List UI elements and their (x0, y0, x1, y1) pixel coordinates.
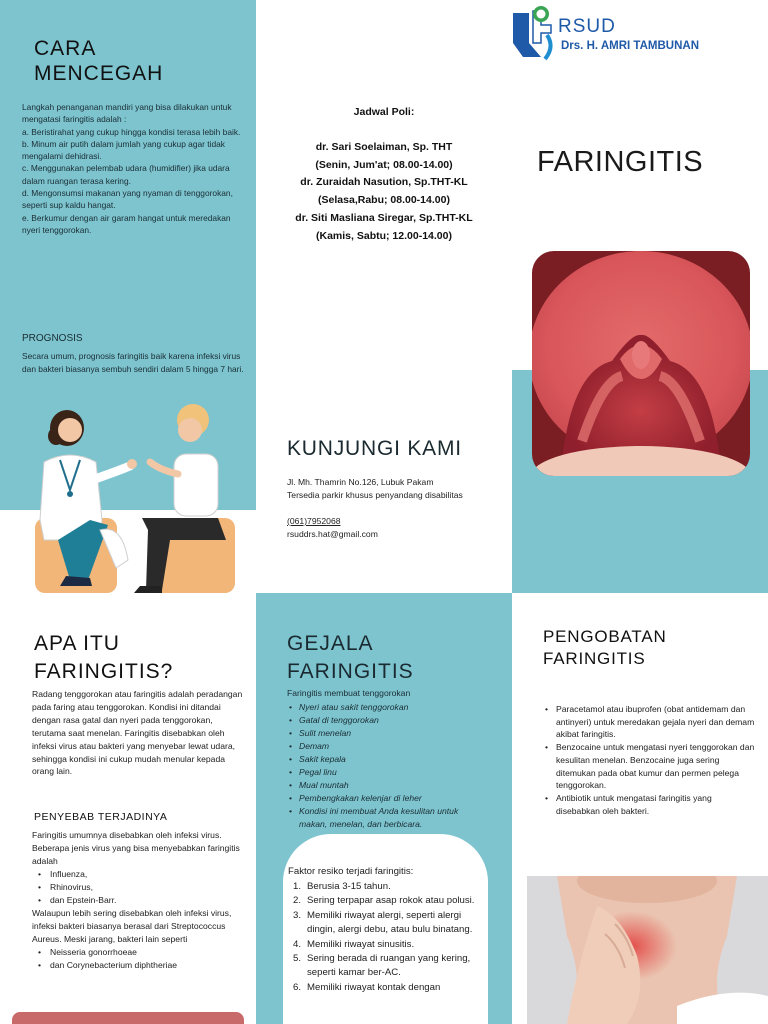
logo-text-name: Drs. H. AMRI TAMBUNAN (561, 40, 699, 52)
prevention-step: c. Menggunakan pelembab udara (humidifier) jika udara dalam ruangan terasa kering. (22, 163, 230, 186)
virus-list (32, 868, 244, 907)
list-item: • Sulit menelan (287, 727, 487, 740)
cause-intro: Faringitis umumnya disebabkan oleh infeksi virus. Beberapa jenis virus yang bisa menyebabkan faringitis adalah (32, 830, 240, 866)
bacteria-intro: Walaupun lebih sering disebabkan oleh infeksi virus, infeksi bakteri biasanya berasal dari Streptococcus Aureus. Meski jarang, bakteri lain seperti (32, 908, 232, 944)
visit-email[interactable]: rsuddrs.hat@gmail.com (287, 528, 378, 539)
treatment-list (542, 703, 757, 817)
cause-title: PENYEBAB TERJADINYA (34, 811, 168, 823)
list-item: 1. Berusia 3-15 tahun. (293, 881, 391, 892)
hospital-logo-icon (511, 3, 557, 61)
list-item: • Neisseria gonorrhoeae (38, 946, 244, 959)
symptoms-title (287, 630, 414, 686)
treatment-title (543, 626, 667, 670)
prevention-title-line1: CARA (34, 37, 97, 60)
schedule-line: (Senin, Jum'at; 08.00-14.00) (315, 158, 453, 171)
list-item: • Nyeri atau sakit tenggorokan (287, 701, 487, 714)
risk-factor-card (283, 834, 488, 1024)
what-is-panel (0, 593, 256, 1024)
prognosis-title: PROGNOSIS (22, 333, 83, 344)
list-item: 3. Memiliki riwayat alergi, seperti alergi dingin, alergi debu, atau bulu binatang. (293, 909, 473, 936)
photo-strip (12, 1012, 244, 1024)
risk-text: Memiliki riwayat kontak dengan (307, 981, 441, 993)
risk-title: Faktor resiko terjadi faringitis: (288, 866, 414, 877)
schedule-line: dr. Sari Soelaiman, Sp. THT (315, 140, 453, 153)
schedule-line: (Kamis, Sabtu; 12.00-14.00) (316, 229, 452, 242)
prevention-step: e. Berkumur dengan air garam hangat untuk meredakan nyeri tenggorokan. (22, 212, 231, 235)
schedule-heading: Jadwal Poli: (353, 106, 415, 118)
throat-photo (532, 251, 750, 476)
prevention-step: Langkah penanganan mandiri yang bisa dilakukan untuk mengatasi faringitis adalah : (22, 102, 232, 125)
doctor-patient-illustration (30, 400, 240, 595)
schedule-line: dr. Siti Masliana Siregar, Sp.THT-KL (295, 211, 473, 224)
what-is-title-line2: FARINGITIS? (34, 660, 174, 683)
visit-address: Jl. Mh. Thamrin No.126, Lubuk Pakam (287, 477, 434, 487)
list-item: • Gatal di tenggorokan (287, 714, 487, 727)
visit-title: KUNJUNGI KAMI (287, 437, 462, 460)
symptoms-list (287, 701, 487, 831)
page-title: FARINGITIS (537, 146, 704, 178)
list-item: • Demam (287, 740, 487, 753)
schedule-line: (Selasa,Rabu; 08.00-14.00) (318, 194, 450, 207)
prevention-steps (22, 101, 244, 236)
list-item: • Kondisi ini membuat Anda kesulitan untuk makan, menelan, dan berbicara. (287, 805, 487, 831)
list-item: • Influenza, (38, 868, 244, 881)
visit-phone[interactable]: (061)7952068 (287, 516, 341, 527)
prevention-step: d. Mengonsumsi makanan yang nyaman di tenggorokan, seperti sup kaldu hangat. (22, 188, 233, 211)
logo-text-rsud: RSUD (558, 16, 616, 37)
clinic-schedule (256, 104, 512, 246)
risk-text: Berusia 3-15 tahun. (307, 881, 391, 892)
symptoms-panel (256, 593, 512, 1024)
definition-text: Radang tenggorokan atau faringitis adalah peradangan pada faring atau tenggorokan. Kondisi ini ditandai dengan rasa gatal dan nyeri pada tenggorokan, terutama saat menelan. Faringitis disebabkan oleh infeksi virus atau bakteri yang menyebar lewat udara, sehingga kondisi ini cukup mudah menular kepada orang lain. (32, 689, 243, 777)
risk-text: Memiliki riwayat alergi, seperti alergi dingin, alergi debu, atau bulu binatang. (307, 909, 473, 936)
list-item: 5. Sering berada di ruangan yang kering, seperti kamar ber-AC. (293, 953, 471, 979)
schedule-line: dr. Zuraidah Nasution, Sp.THT-KL (300, 176, 468, 189)
risk-text: Sering terpapar asap rokok atau polusi. (307, 895, 475, 907)
list-item: • Sakit kepala (287, 753, 487, 766)
list-item: 6. Memiliki riwayat kontak dengan (293, 981, 441, 993)
risk-list (293, 880, 488, 995)
list-item: 2. Sering terpapar asap rokok atau polusi. (293, 895, 475, 907)
hospital-logo (511, 3, 761, 61)
cause-text (32, 829, 244, 972)
prevention-step: a. Beristirahat yang cukup hingga kondisi terasa lebih baik. (22, 126, 241, 137)
list-item: • Benzocaine untuk mengatasi nyeri tenggorokan dan kesulitan menelan. Benzocaine juga sering ditemukan pada obat kumur dan permen pelega tenggorokan. (542, 741, 757, 792)
prevention-step: b. Minum air putih dalam jumlah yang cukup agar tidak mengalami dehidrasi. (22, 138, 225, 162)
list-item: • Pegal linu (287, 766, 487, 779)
list-item: 4. Memiliki riwayat sinusitis. (293, 938, 415, 950)
prevention-title-line2: MENCEGAH (34, 62, 164, 85)
list-item: • Mual muntah (287, 779, 487, 792)
prognosis-text: Secara umum, prognosis faringitis baik karena infeksi virus dan bakteri biasanya sembuh sendiri dalam 5 hingga 7 hari. (22, 351, 244, 374)
treatment-title-line1: PENGOBATAN (543, 627, 667, 646)
list-item: • Rhinovirus, (38, 881, 244, 894)
treatment-title-line2: FARINGITIS (543, 649, 646, 668)
list-item: • dan Epstein-Barr. (38, 894, 244, 907)
visit-info (287, 476, 487, 540)
risk-text: Sering berada di ruangan yang kering, seperti kamar ber-AC. (307, 953, 471, 979)
symptoms-title-line2: FARINGITIS (287, 660, 414, 683)
visit-parking: Tersedia parkir khusus penyandang disabilitas (287, 489, 463, 500)
what-is-title (34, 630, 173, 686)
list-item: • Pembengkakan kelenjar di leher (287, 792, 487, 805)
list-item: • dan Corynebacterium diphtheriae (38, 959, 244, 972)
prevention-title (34, 36, 163, 86)
list-item: • Paracetamol atau ibuprofen (obat antidemam dan antinyeri) untuk meredakan gejala nyeri dan demam akibat faringitis. (542, 703, 757, 741)
sore-neck-photo (527, 876, 768, 1024)
symptoms-intro: Faringitis membuat tenggorokan (287, 688, 411, 698)
risk-text: Memiliki riwayat sinusitis. (307, 938, 415, 950)
bacteria-list (32, 946, 244, 972)
list-item: • Antibiotik untuk mengatasi faringitis yang disebabkan oleh bakteri. (542, 792, 757, 817)
symptoms-title-line1: GEJALA (287, 632, 374, 655)
what-is-title-line1: APA ITU (34, 632, 120, 655)
